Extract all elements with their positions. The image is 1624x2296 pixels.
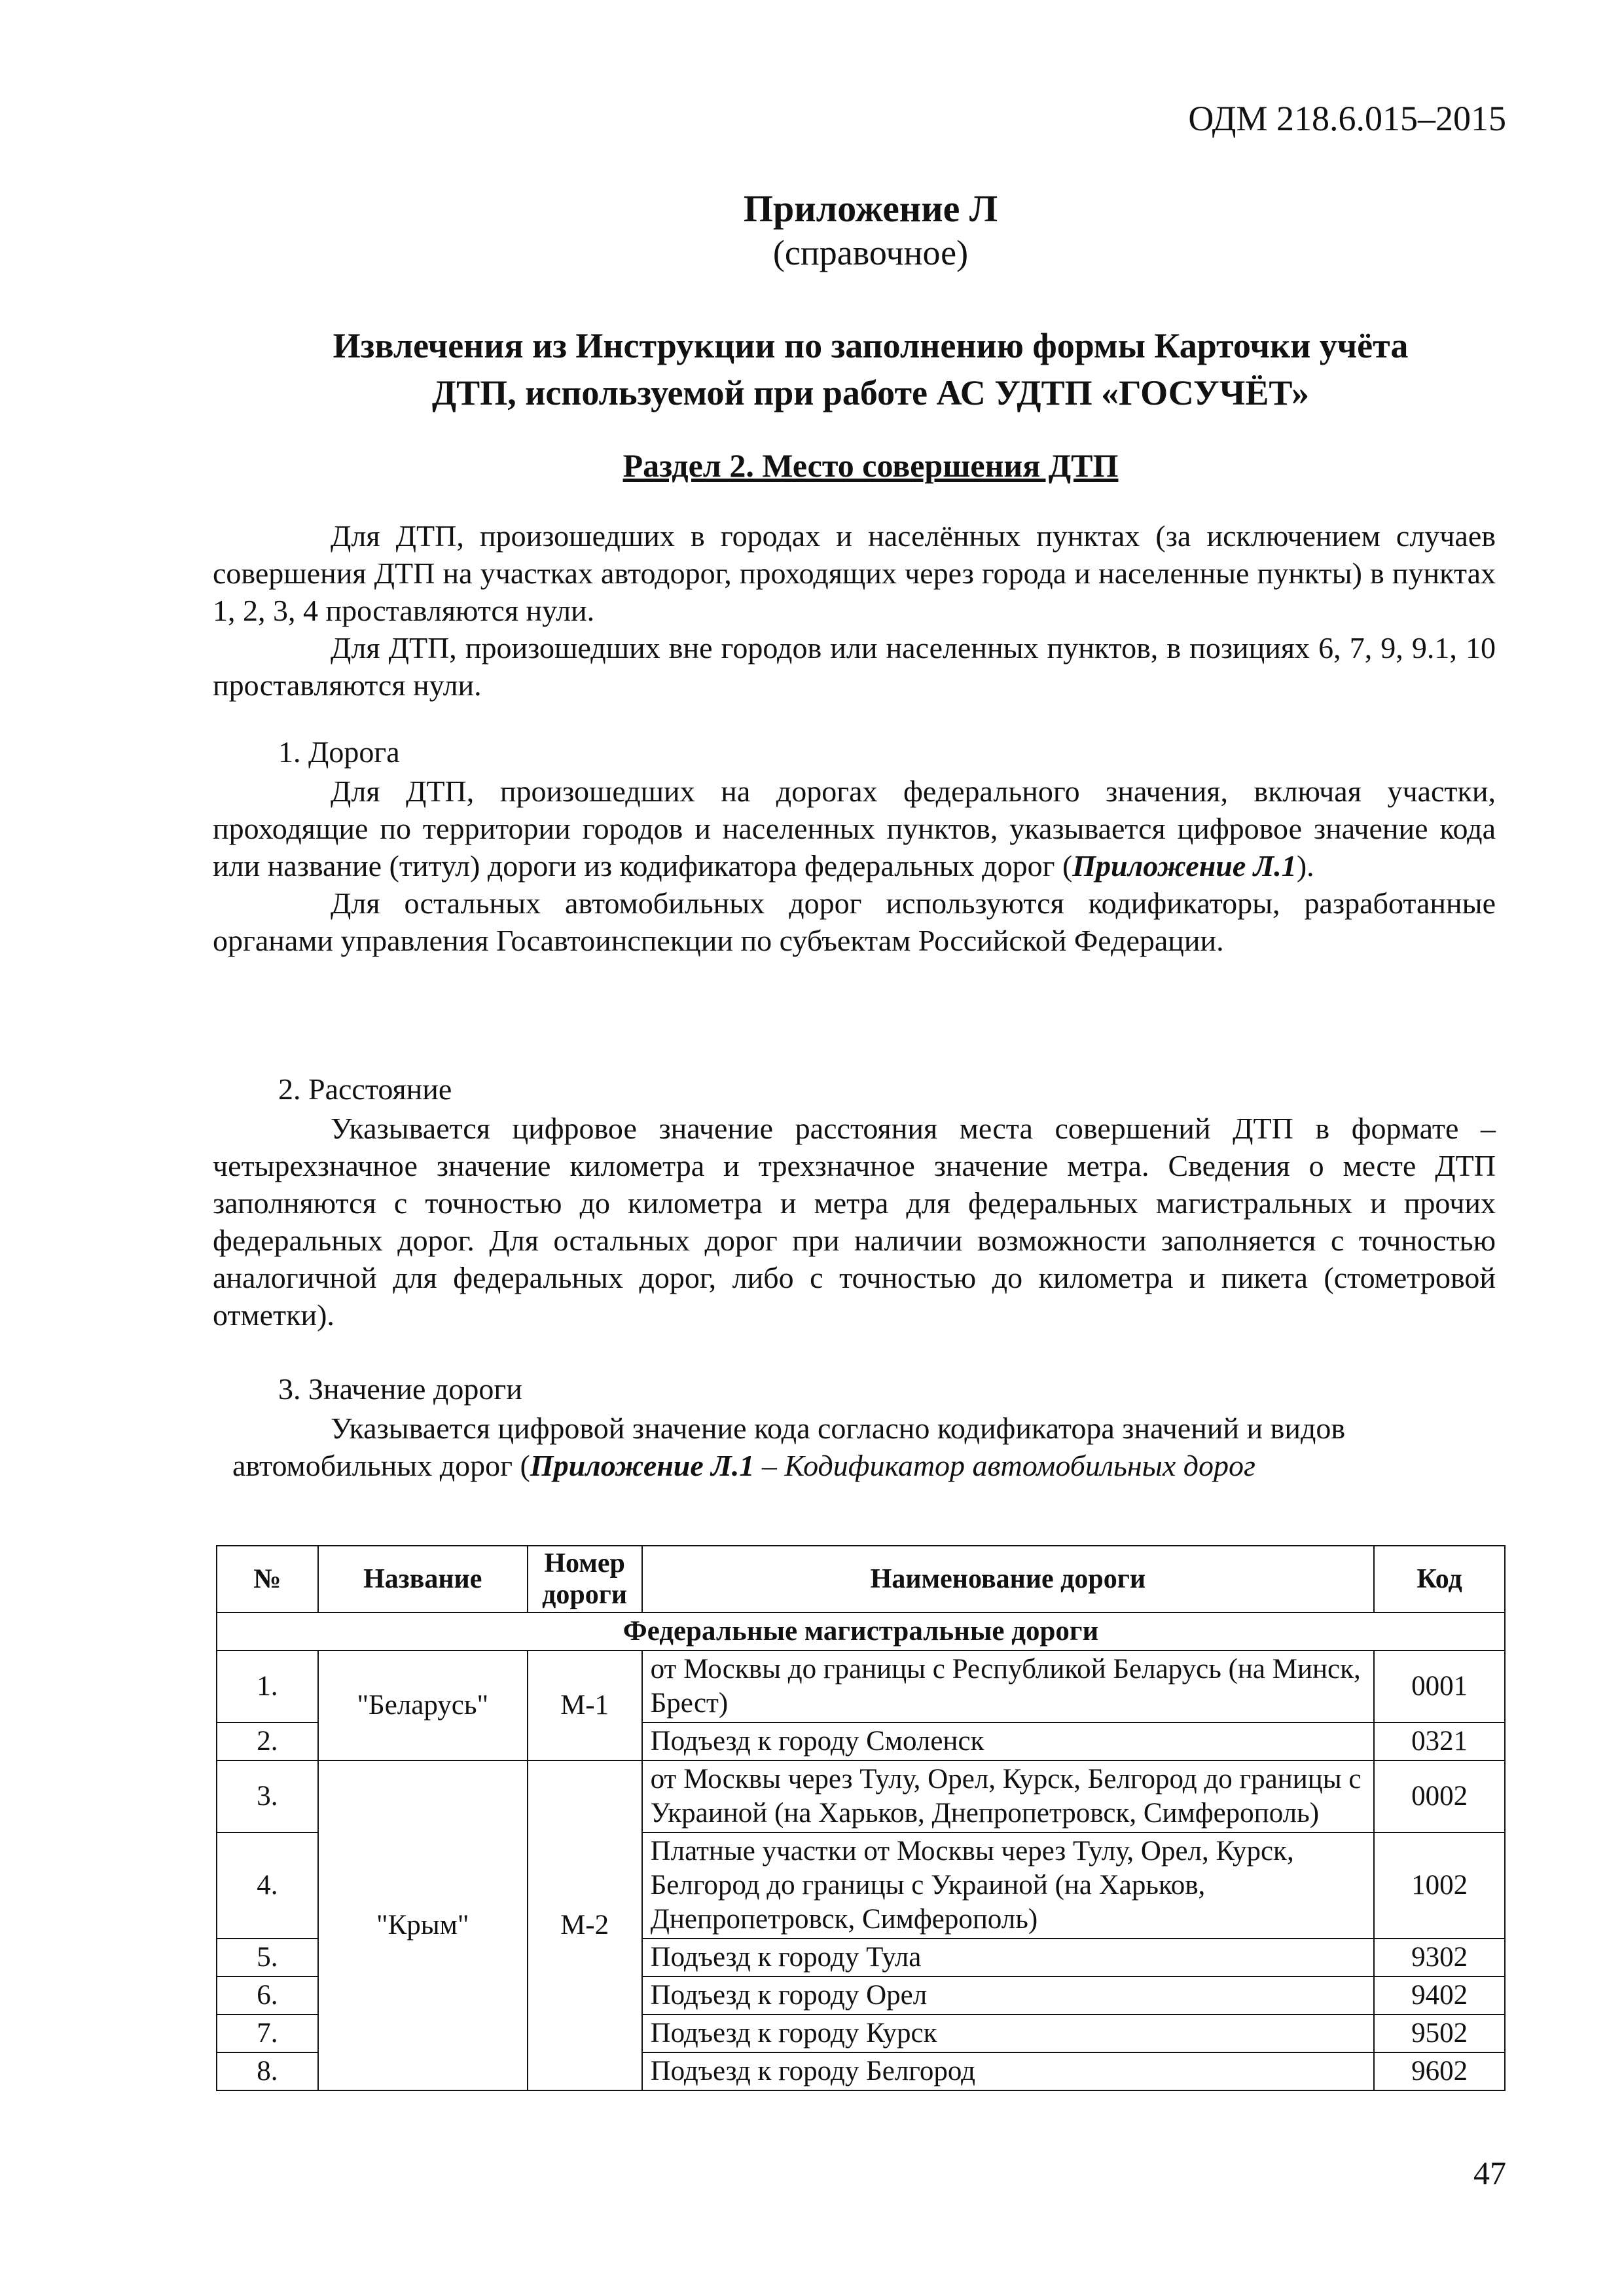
appendix-reference: Приложение Л.1	[1072, 849, 1297, 883]
road-code: 9502	[1374, 2014, 1505, 2052]
road-description: Подъезд к городу Курск	[642, 2014, 1375, 2052]
item-3-paragraph-line-2	[213, 1447, 1496, 1484]
row-number: 1.	[217, 1650, 318, 1722]
section-title: Раздел 2. Место совершения ДТП	[623, 447, 1119, 484]
row-number: 8.	[217, 2052, 318, 2090]
table-row	[217, 1650, 1505, 1722]
item-2-text	[213, 1110, 1496, 1334]
item-2-title: 2. Расстояние	[278, 1072, 452, 1106]
header-road-number: Номер дороги	[528, 1546, 642, 1613]
row-number: 6.	[217, 1977, 318, 2014]
item-1-title: 1. Дорога	[278, 735, 400, 769]
road-description: от Москвы через Тулу, Орел, Курск, Белгород до границы с Украиной (на Харьков, Днепропетровск, Симферополь)	[642, 1760, 1375, 1832]
appendix-title: Приложение Л	[743, 187, 998, 230]
item-3-paragraph-text: автомобильных дорог (	[232, 1449, 530, 1482]
item-1-paragraph-1-end: ).	[1296, 849, 1314, 883]
page-number: 47	[1473, 2155, 1506, 2191]
header-code: Код	[1374, 1546, 1505, 1613]
road-code: 1002	[1374, 1832, 1505, 1939]
table-group-row	[217, 1613, 1505, 1650]
codifier-name: – Кодификатор автомобильных дорог	[754, 1449, 1255, 1482]
item-1-paragraph-2: Для остальных автомобильных дорог используются кодификаторы, разработанные органами управления Госавтоинспекции по субъектам Российской Федерации.	[213, 886, 1496, 957]
road-code: 0001	[1374, 1650, 1505, 1722]
road-description: от Москвы до границы с Республикой Беларусь (на Минск, Брест)	[642, 1650, 1375, 1722]
item-3-paragraph-line-1: Указывается цифровой значение кода согласно кодификатора значений и видов	[331, 1412, 1346, 1445]
road-codes-table	[216, 1545, 1506, 2091]
item-1-paragraph-1-text: Для ДТП, произошедших на дорогах федерального значения, включая участки, проходящие по территории городов и населенных пунктов, указывается цифровое значение кода или название (титул) дороги из кодификатора федеральных дорог (	[213, 774, 1496, 883]
main-title	[216, 322, 1525, 416]
item-3-title: 3. Значение дороги	[278, 1372, 522, 1406]
road-description: Подъезд к городу Белгород	[642, 2052, 1375, 2090]
main-title-line-1: Извлечения из Инструкции по заполнению формы Карточки учёта	[333, 326, 1409, 365]
item-3-text	[213, 1410, 1496, 1484]
row-number: 3.	[217, 1760, 318, 1832]
item-1-paragraph-1	[213, 773, 1496, 884]
road-code: 0002	[1374, 1760, 1505, 1832]
table-row	[217, 1760, 1505, 1832]
row-number: 4.	[217, 1832, 318, 1939]
intro-paragraph-1: Для ДТП, произошедших в городах и населённых пунктах (за исключением случаев совершения ДТП на участках автодорог, проходящих через города и населенные пункты) в пунктах 1, 2, 3, 4 проставляются нули.	[213, 519, 1496, 627]
appendix-reference-2: Приложение Л.1	[530, 1449, 755, 1482]
road-description: Подъезд к городу Тула	[642, 1939, 1375, 1977]
row-number: 2.	[217, 1722, 318, 1760]
item-2-paragraph-1: Указывается цифровое значение расстояния места совершений ДТП в формате – четырехзначное значение километра и трехзначное значение метра. Сведения о месте ДТП заполняются с точностью до километра и метра для федеральных магистральных и прочих федеральных дорог. Для остальных дорог при наличии возможности заполняется с точностью аналогичной для федеральных дорог, либо с точностью до километра и пикета (стометровой отметки).	[213, 1112, 1496, 1332]
row-number: 7.	[217, 2014, 318, 2052]
intro-paragraph-2: Для ДТП, произошедших вне городов или населенных пунктов, в позициях 6, 7, 9, 9.1, 10 проставляются нули.	[213, 631, 1496, 702]
item-1-text	[213, 773, 1496, 959]
road-code: 0321	[1374, 1722, 1505, 1760]
road-description: Подъезд к городу Смоленск	[642, 1722, 1375, 1760]
road-number-m1: М-1	[528, 1650, 642, 1760]
road-code: 9402	[1374, 1977, 1505, 2014]
row-number: 5.	[217, 1939, 318, 1977]
table-header-row	[217, 1546, 1505, 1613]
intro-text	[213, 517, 1496, 704]
road-title-krym: "Крым"	[318, 1760, 528, 2090]
main-title-line-2: ДТП, используемой при работе АС УДТП «ГОСУЧЁТ»	[432, 373, 1309, 412]
road-code: 9602	[1374, 2052, 1505, 2090]
road-description: Подъезд к городу Орел	[642, 1977, 1375, 2014]
road-number-m2: М-2	[528, 1760, 642, 2090]
document-code: ОДМ 218.6.015–2015	[1188, 99, 1506, 138]
header-number: №	[217, 1546, 318, 1613]
road-description: Платные участки от Москвы через Тулу, Орел, Курск, Белгород до границы с Украиной (на Харьков, Днепропетровск, Симферополь)	[642, 1832, 1375, 1939]
header-name: Название	[318, 1546, 528, 1613]
header-road-name: Наименование дороги	[642, 1546, 1375, 1613]
group-federal-highways: Федеральные магистральные дороги	[217, 1613, 1505, 1650]
road-code: 9302	[1374, 1939, 1505, 1977]
appendix-subtitle: (справочное)	[772, 233, 969, 272]
road-title-belarus: "Беларусь"	[318, 1650, 528, 1760]
